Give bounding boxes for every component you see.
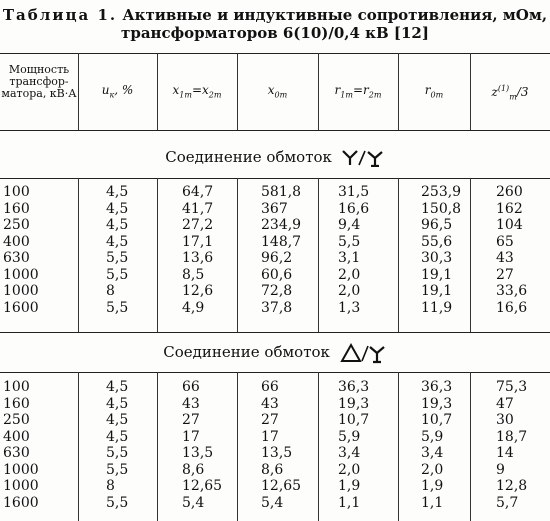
- table-cell: 162: [496, 200, 523, 217]
- table-cell: 1,9: [338, 478, 361, 494]
- table-cell: 27: [496, 266, 514, 283]
- table-cell: 36,3: [421, 379, 453, 395]
- table-cell: 75,3: [496, 379, 528, 395]
- header-uk: $u_к$, %: [101, 83, 134, 100]
- table-cell: 65: [496, 233, 514, 250]
- table-cell: 1,3: [338, 299, 361, 316]
- header-power: Мощность трансфор-матора, кВ·А: [1, 63, 77, 100]
- table-cell: 11,9: [421, 299, 453, 316]
- col-divider: [78, 178, 79, 332]
- table-cell: 19,1: [421, 283, 453, 299]
- table-cell: 5,5: [106, 299, 129, 316]
- table-cell: 10,7: [338, 412, 370, 428]
- table-cell: 253,9: [421, 184, 462, 200]
- table-cell: 16,6: [338, 200, 370, 217]
- table-cell: 100: [3, 184, 30, 200]
- table-cell: 30,3: [421, 250, 453, 266]
- table-cell: 4,5: [106, 412, 129, 428]
- table-cell: 1000: [3, 478, 39, 494]
- table-cell: 36,3: [338, 379, 370, 395]
- rule-top: [0, 53, 550, 54]
- table-cell: 4,5: [106, 200, 129, 217]
- table-cell: 43: [261, 395, 279, 412]
- table-cell: 2,0: [338, 266, 361, 283]
- table-cell: 630: [3, 445, 30, 461]
- table-cell: 4,5: [106, 217, 129, 233]
- col-divider: [470, 372, 471, 521]
- rule-section2-heading: [0, 372, 550, 373]
- table-cell: 400: [3, 428, 30, 445]
- table-cell: 13,5: [261, 445, 293, 461]
- table-cell: 3,1: [338, 250, 361, 266]
- table-cell: 8,6: [182, 461, 205, 478]
- col-divider: [318, 372, 319, 521]
- table-cell: 4,5: [106, 395, 129, 412]
- table-cell: 4,5: [106, 428, 129, 445]
- table-cell: 37,8: [261, 299, 293, 316]
- section-heading-delta: [0, 342, 550, 364]
- col-divider: [157, 178, 158, 332]
- table-cell: 1,1: [338, 494, 361, 511]
- table-cell: 12,6: [182, 283, 214, 299]
- table-cell: 96,5: [421, 217, 453, 233]
- table-cell: 33,6: [496, 283, 528, 299]
- rule-section1-heading: [0, 178, 550, 179]
- table-cell: 96,2: [261, 250, 293, 266]
- header-x1: $x_{1т}=x_{2т}$: [172, 83, 222, 100]
- section-heading-text: Соединение обмоток: [165, 148, 332, 166]
- table-cell: 1,9: [421, 478, 444, 494]
- table-cell: 1,1: [421, 494, 444, 511]
- table-cell: 27,2: [182, 217, 214, 233]
- table-title-text: Активные и индуктивные сопротивления, мОм,: [122, 6, 548, 24]
- table-cell: 13,5: [182, 445, 214, 461]
- table-cell: 17: [261, 428, 279, 445]
- table-cell: 14: [496, 445, 514, 461]
- table-cell: 630: [3, 250, 30, 266]
- table-cell: 19,3: [338, 395, 370, 412]
- table-cell: 5,9: [338, 428, 361, 445]
- table-cell: 8,6: [261, 461, 284, 478]
- table-cell: 17: [182, 428, 200, 445]
- table-cell: 581,8: [261, 184, 302, 200]
- table-cell: 5,5: [338, 233, 361, 250]
- table-cell: 13,6: [182, 250, 214, 266]
- header-x0: $x_{0т}$: [267, 83, 288, 100]
- table-cell: 8,5: [182, 266, 205, 283]
- col-divider: [398, 178, 399, 332]
- table-cell: 1600: [3, 494, 39, 511]
- col-divider: [318, 178, 319, 332]
- table-cell: 100: [3, 379, 30, 395]
- table-cell: 367: [261, 200, 288, 217]
- table-cell: 43: [496, 250, 514, 266]
- table-cell: 12,65: [182, 478, 223, 494]
- table-cell: 31,5: [338, 184, 370, 200]
- header-r0: $r_{0т}$: [424, 83, 444, 100]
- col-divider: [470, 178, 471, 332]
- table-cell: 4,5: [106, 184, 129, 200]
- section-heading-text: Соединение обмоток: [163, 343, 330, 361]
- table-cell: 18,7: [496, 428, 528, 445]
- table-cell: 1000: [3, 266, 39, 283]
- table-cell: 5,5: [106, 461, 129, 478]
- table-cell: 250: [3, 412, 30, 428]
- table-cell: 19,3: [421, 395, 453, 412]
- table-cell: 10,7: [421, 412, 453, 428]
- table-cell: 30: [496, 412, 514, 428]
- table-cell: 1000: [3, 461, 39, 478]
- table-cell: 12,8: [496, 478, 528, 494]
- table-cell: 260: [496, 184, 523, 200]
- table-cell: 16,6: [496, 299, 528, 316]
- table-cell: 12,65: [261, 478, 302, 494]
- table-cell: 2,0: [338, 283, 361, 299]
- table-cell: 2,0: [421, 461, 444, 478]
- table-cell: 160: [3, 200, 30, 217]
- table-cell: 17,1: [182, 233, 214, 250]
- table-cell: 5,5: [106, 266, 129, 283]
- table-cell: 41,7: [182, 200, 214, 217]
- col-divider: [398, 372, 399, 521]
- table-cell: 66: [261, 379, 279, 395]
- table-cell: 8: [106, 283, 115, 299]
- table-cell: 400: [3, 233, 30, 250]
- table-title-line2: трансформаторов 6(10)/0,4 кВ [12]: [121, 24, 429, 42]
- table-title: [0, 6, 550, 24]
- table-cell: 27: [261, 412, 279, 428]
- table-cell: 5,5: [106, 250, 129, 266]
- table-cell: 72,8: [261, 283, 293, 299]
- table-cell: 27: [182, 412, 200, 428]
- table-cell: 64,7: [182, 184, 214, 200]
- table-cell: 5,5: [106, 445, 129, 461]
- table-cell: 4,5: [106, 379, 129, 395]
- table-cell: 1000: [3, 283, 39, 299]
- table-cell: 9: [496, 461, 505, 478]
- table-cell: 2,0: [338, 461, 361, 478]
- table-cell: 104: [496, 217, 523, 233]
- table-number: Таблица 1.: [2, 6, 118, 24]
- header-z: $z^{(1)}_т/3$: [491, 84, 529, 102]
- header-r1: $r_{1т}=r_{2т}$: [334, 83, 382, 100]
- table-cell: 5,7: [496, 494, 519, 511]
- table-cell: 4,9: [182, 299, 205, 316]
- col-divider: [237, 178, 238, 332]
- table-cell: 9,4: [338, 217, 361, 233]
- table-cell: 47: [496, 395, 514, 412]
- table-cell: 5,4: [182, 494, 205, 511]
- winding-star-star-icon: [341, 149, 385, 167]
- section-heading-star: [0, 148, 550, 167]
- table-cell: 250: [3, 217, 30, 233]
- rule-header-bottom: [0, 130, 550, 131]
- table-cell: 160: [3, 395, 30, 412]
- col-divider: [237, 372, 238, 521]
- table-cell: 55,6: [421, 233, 453, 250]
- table-cell: 3,4: [338, 445, 361, 461]
- table-cell: 3,4: [421, 445, 444, 461]
- table-cell: 5,5: [106, 494, 129, 511]
- table-cell: 5,9: [421, 428, 444, 445]
- table-cell: 8: [106, 478, 115, 494]
- table-cell: 66: [182, 379, 200, 395]
- table-cell: 5,4: [261, 494, 284, 511]
- table-cell: 150,8: [421, 200, 462, 217]
- table-cell: 60,6: [261, 266, 293, 283]
- table-cell: 19,1: [421, 266, 453, 283]
- rule-section1-bottom: [0, 332, 550, 333]
- table-cell: 4,5: [106, 233, 129, 250]
- col-divider: [78, 372, 79, 521]
- winding-delta-star-icon: [339, 342, 387, 364]
- table-cell: 148,7: [261, 233, 302, 250]
- table-cell: 43: [182, 395, 200, 412]
- table-cell: 234,9: [261, 217, 302, 233]
- col-divider: [157, 372, 158, 521]
- table-cell: 1600: [3, 299, 39, 316]
